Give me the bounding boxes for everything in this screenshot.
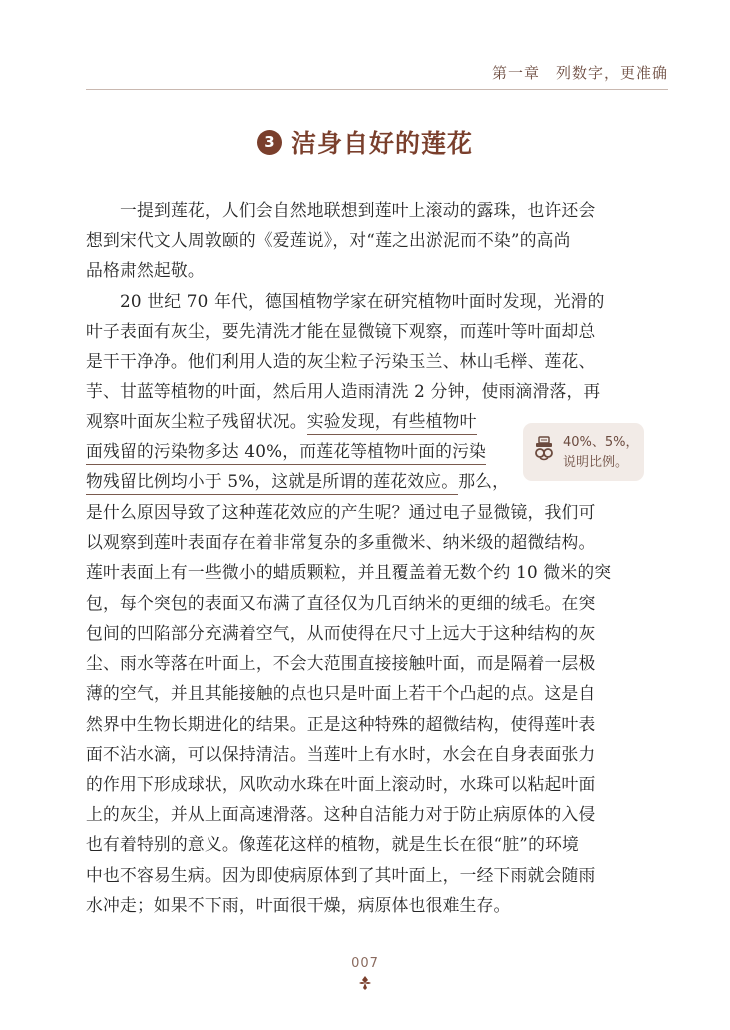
underlined-text: 面残留的污染物多达 40%，而莲花等植物叶面的污染 xyxy=(86,441,486,465)
paragraph-2-line-15: 然界中生物长期进化的结果。正是这种特殊的超微结构，使得莲叶表 xyxy=(86,714,596,734)
chapter-title: 列数字，更准确 xyxy=(555,64,668,82)
paragraph-2-line-16: 面不沾水滴，可以保持清洁。当莲叶上有水时，水会在自身表面张力 xyxy=(86,744,596,764)
paragraph-2-line-18: 上的灰尘，并从上面高速滑落。这种自洁能力对于防止病原体的入侵 xyxy=(86,804,596,824)
paragraph-2-line-3: 是干干净净。他们利用人造的灰尘粒子污染玉兰、林山毛榉、莲花、 xyxy=(86,351,596,371)
paragraph-2-line-12: 包间的凹陷部分充满着空气，从而使得在尺寸上远大于这种结构的灰 xyxy=(86,623,596,643)
margin-note-text xyxy=(563,433,639,473)
section-heading xyxy=(0,124,730,160)
line-5-plain-text: 观察叶面灰尘粒子残留状况。 xyxy=(86,411,307,431)
paragraph-2-line-9: 以观察到莲叶表面存在着非常复杂的多重微米、纳米级的超微结构。 xyxy=(86,532,596,552)
chapter-number: 第一章 xyxy=(491,64,540,82)
paragraph-2-line-19: 也有着特别的意义。像莲花这样的植物，就是生长在很“脏”的环境 xyxy=(86,834,580,854)
paragraph-2-line-7 xyxy=(86,471,509,491)
paragraph-2-line-14: 薄的空气，并且其能接触的点也只是叶面上若干个凸起的点。这是自 xyxy=(86,683,596,703)
section-title: 洁身自好的莲花 xyxy=(290,129,473,158)
margin-note-line-1: 40%、5%， xyxy=(563,435,639,450)
underlined-text: 物残留比例均小于 5%，这就是所谓的莲花效应。 xyxy=(86,471,458,495)
fleuron-icon xyxy=(357,975,373,991)
line-7-plain-text: 那么， xyxy=(458,471,510,491)
running-header xyxy=(492,62,668,83)
paragraph-1-line-3: 品格肃然起敬。 xyxy=(86,260,205,280)
paragraph-2-line-6 xyxy=(86,441,486,461)
section-number-badge: 3 xyxy=(257,130,282,155)
paragraph-2-line-2: 叶子表面有灰尘，要先清洗才能在显微镜下观察，而莲叶等叶面却总 xyxy=(86,321,596,341)
margin-note-line-2: 说明比例。 xyxy=(563,455,629,470)
paragraph-2-line-5 xyxy=(86,411,477,431)
paragraph-2-line-20: 中也不容易生病。因为即使病原体到了其叶面上，一经下雨就会随雨 xyxy=(86,865,596,885)
paragraph-2-line-4: 芋、甘蓝等植物的叶面，然后用人造雨清洗 2 分钟，使雨滴滑落，再 xyxy=(86,381,601,401)
magnifier-reading-icon xyxy=(533,436,555,462)
paragraph-2-line-17: 的作用下形成球状，风吹动水珠在叶面上滚动时，水珠可以粘起叶面 xyxy=(86,774,596,794)
paragraph-2-line-1: 20 世纪 70 年代，德国植物学家在研究植物叶面时发现，光滑的 xyxy=(120,291,605,311)
paragraph-2-line-21: 水冲走；如果不下雨，叶面很干燥，病原体也很难生存。 xyxy=(86,895,511,915)
page-number: 007 xyxy=(351,956,379,971)
paragraph-2-line-13: 尘、雨水等落在叶面上，不会大范围直接接触叶面，而是隔着一层极 xyxy=(86,653,596,673)
paragraph-1-line-2: 想到宋代文人周敦颐的《爱莲说》，对“莲之出淤泥而不染”的高尚 xyxy=(86,230,571,250)
paragraph-1-line-1: 一提到莲花，人们会自然地联想到莲叶上滚动的露珠，也许还会 xyxy=(120,200,596,220)
underlined-text: 实验发现，有些植物叶 xyxy=(307,411,477,435)
paragraph-2-line-8: 是什么原因导致了这种莲花效应的产生呢？通过电子显微镜，我们可 xyxy=(86,502,596,522)
margin-note xyxy=(523,423,644,481)
paragraph-2-line-11: 包，每个突包的表面又布满了直径仅为几百纳米的更细的绒毛。在突 xyxy=(86,593,596,613)
paragraph-2-line-10: 莲叶表面上有一些微小的蜡质颗粒，并且覆盖着无数个约 10 微米的突 xyxy=(86,562,612,582)
header-rule xyxy=(86,89,668,90)
